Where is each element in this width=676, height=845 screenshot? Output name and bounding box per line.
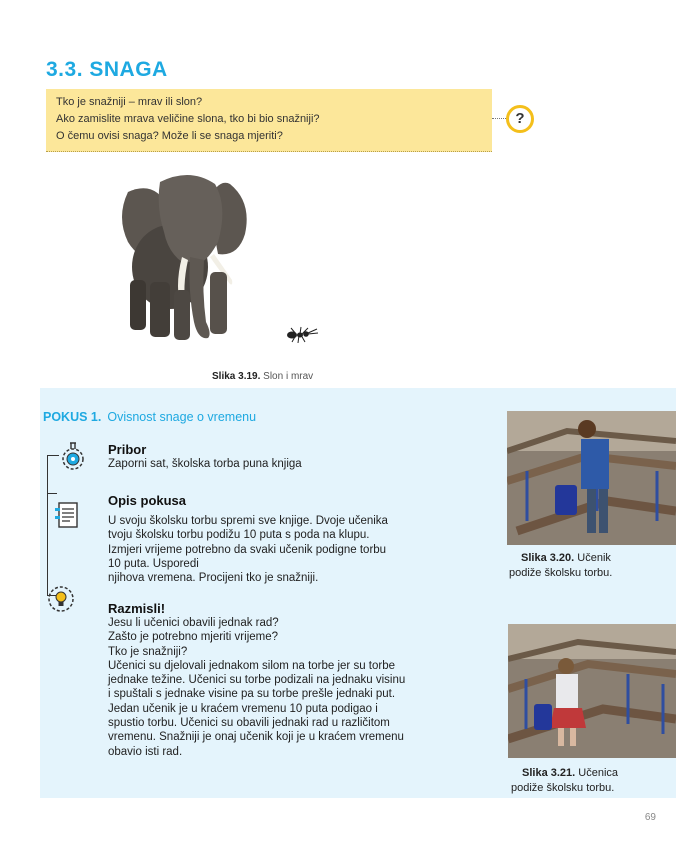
text-line: obavio isti rad. [108, 745, 183, 758]
figure-label: Slika 3.21. [522, 767, 576, 779]
text-line: Izmjeri vrijeme potrebno da svaki učenik podigne torbu [108, 543, 387, 556]
question-line: Tko je snažniji – mrav ili slon? [56, 96, 203, 108]
opis-text [108, 514, 388, 585]
section-connector [47, 455, 48, 595]
page-number: 69 [644, 812, 656, 823]
text-line: njihova vremena. Procijeni tko je snažniji. [108, 572, 319, 585]
text-line: i spuštali s jednake visine pa su torbe prešle jednaki put. [108, 688, 396, 701]
text-line: Tko je snažniji? [108, 645, 188, 658]
text-line: vremenu. Snažniji je onaj učenik koji je u kraćem vremenu [108, 731, 404, 744]
figure-text: Slon i mrav [263, 371, 314, 382]
text-line: U svoju školsku torbu spremi sve knjige. Dvoje učenika [108, 515, 388, 527]
experiment-title: Ovisnost snage o vremenu [107, 410, 257, 424]
question-mark-icon: ? [506, 105, 534, 133]
question-box [46, 89, 492, 152]
student-girl-photo [508, 624, 676, 758]
figure-caption [212, 371, 313, 382]
figure-label: Slika 3.19. [212, 371, 261, 382]
figure-caption-line: podiže školsku torbu. [509, 567, 613, 579]
opis-heading: Opis pokusa [108, 493, 187, 508]
figure-caption [521, 552, 611, 564]
question-line: Ako zamislite mrava veličine slona, tko bi bio snažniji? [56, 113, 320, 125]
text-line: Zašto je potrebno mjeriti vrijeme? [108, 631, 279, 644]
figure-text: Učenik [577, 552, 611, 564]
section-title: 3.3. SNAGA [46, 58, 168, 81]
text-line: spustio torbu. Učenici su obavili jednaki rad u različitom [108, 717, 390, 730]
pribor-heading: Pribor [108, 442, 147, 457]
text-line: Jedan učenik je u kraćem vremenu 10 puta podigao i [108, 702, 378, 715]
text-line: tvoju školsku torbu podižu 10 puta s poda na klupu. [108, 529, 370, 542]
ant-image [284, 326, 320, 344]
question-line: O čemu ovisi snaga? Može li se snaga mjeriti? [56, 130, 283, 142]
document-list-icon [53, 500, 83, 530]
figure-caption [522, 767, 618, 779]
question-connector [492, 118, 506, 119]
text-line: jednake težine. Učenici su torbe podizali na jednaku visinu [108, 674, 406, 687]
text-line: Jesu li učenici obavili jednak rad? [108, 617, 279, 629]
lightbulb-gear-icon [46, 584, 76, 614]
flask-gear-icon [58, 441, 88, 471]
pribor-text: Zaporni sat, školska torba puna knjiga [108, 458, 302, 470]
figure-text: Učenica [578, 767, 619, 779]
connector-tick [47, 493, 57, 494]
figure-label: Slika 3.20. [521, 552, 575, 564]
text-line: Učenici su djelovali jednakom silom na torbe jer su torbe [108, 659, 396, 672]
razmisli-text [108, 616, 405, 759]
text-line: 10 puta. Usporedi [108, 557, 199, 570]
experiment-label: POKUS 1. [43, 410, 102, 424]
razmisli-heading: Razmisli! [108, 601, 166, 616]
student-boy-photo [507, 411, 676, 545]
figure-caption-line: podiže školsku torbu. [511, 782, 615, 794]
experiment-heading [43, 410, 256, 424]
elephant-image [110, 162, 260, 347]
